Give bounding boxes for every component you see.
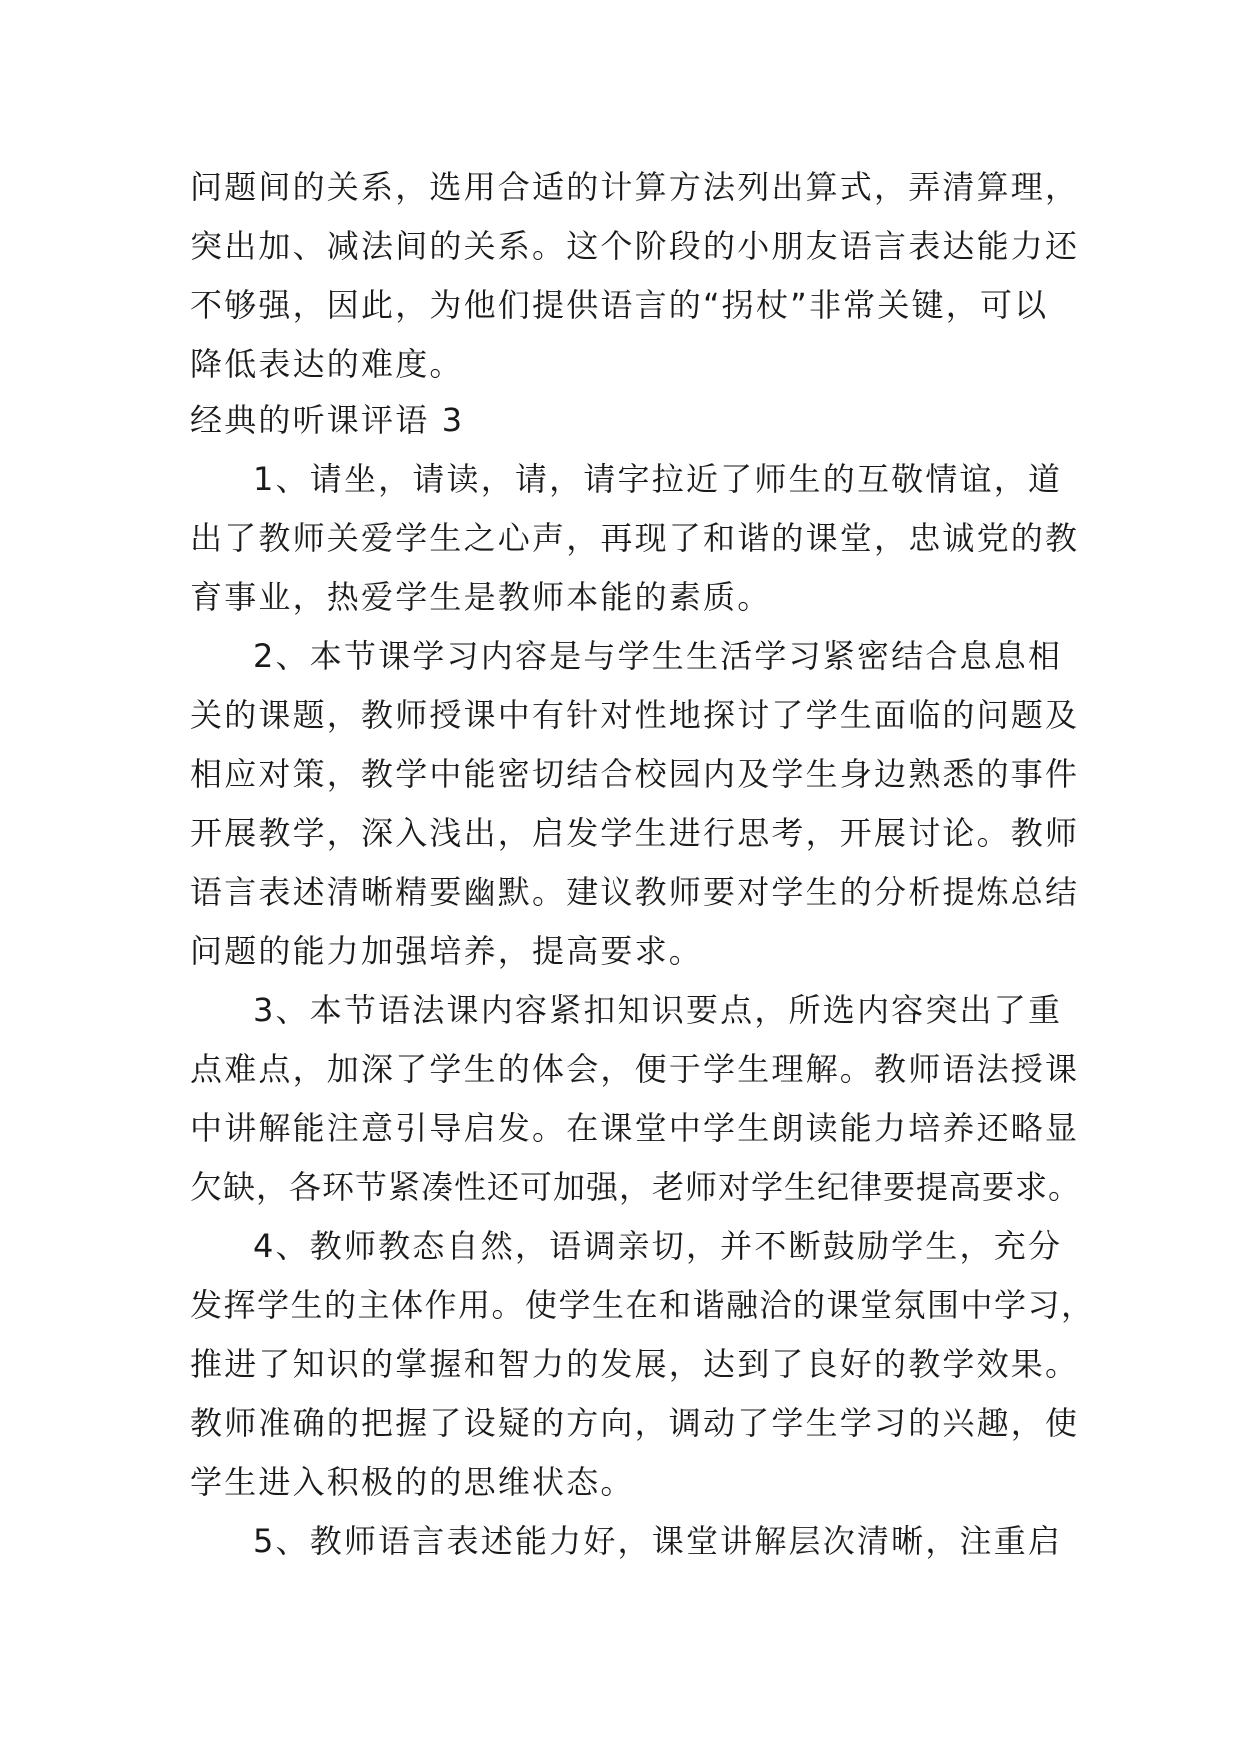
paragraph-line: 问题的能力加强培养，提高要求。: [190, 932, 704, 970]
paragraph-line: 开展教学，深入浅出，启发学生进行思考，开展讨论。教师: [190, 814, 1080, 852]
paragraph-line: 学生进入积极的的思维状态。: [190, 1463, 635, 1501]
paragraph-line: 育事业，热爱学生是教师本能的素质。: [190, 578, 772, 616]
paragraph-line: 2、本节课学习内容是与学生生活学习紧密结合息息相: [253, 637, 1063, 675]
paragraph-line: 不够强，因此，为他们提供语言的“拐杖”非常关键，可以: [190, 286, 1049, 324]
paragraph-line: 点难点，加深了学生的体会，便于学生理解。教师语法授课: [190, 1050, 1080, 1088]
paragraph-line: 推进了知识的掌握和智力的发展，达到了良好的教学效果。: [190, 1345, 1080, 1383]
section-heading: 经典的听课评语 3: [190, 401, 465, 439]
paragraph-line: 欠缺，各环节紧凑性还可加强，老师对学生纪律要提高要求。: [190, 1168, 1082, 1206]
paragraph-line: 出了教师关爱学生之心声，再现了和谐的课堂，忠诚党的教: [190, 519, 1080, 557]
paragraph-line: 教师准确的把握了设疑的方向，调动了学生学习的兴趣，使: [190, 1404, 1080, 1442]
paragraph-line: 问题间的关系，选用合适的计算方法列出算式，弄清算理，: [190, 168, 1080, 206]
paragraph-line: 突出加、减法间的关系。这个阶段的小朋友语言表达能力还: [190, 227, 1080, 265]
paragraph-line: 3、本节语法课内容紧扣知识要点，所选内容突出了重: [253, 991, 1063, 1029]
paragraph-line: 5、教师语言表述能力好，课堂讲解层次清晰，注重启: [253, 1522, 1063, 1560]
paragraph-line: 4、教师教态自然，语调亲切，并不断鼓励学生，充分: [253, 1227, 1063, 1265]
paragraph-line: 发挥学生的主体作用。使学生在和谐融洽的课堂氛围中学习，: [190, 1286, 1095, 1324]
paragraph-line: 语言表述清晰精要幽默。建议教师要对学生的分析提炼总结: [190, 873, 1080, 911]
paragraph-line: 1、请坐，请读，请，请字拉近了师生的互敬情谊，道: [253, 460, 1063, 498]
paragraph-line: 降低表达的难度。: [190, 345, 464, 383]
paragraph-line: 关的课题，教师授课中有针对性地探讨了学生面临的问题及: [190, 696, 1080, 734]
paragraph-line: 中讲解能注意引导启发。在课堂中学生朗读能力培养还略显: [190, 1109, 1080, 1147]
paragraph-line: 相应对策，教学中能密切结合校园内及学生身边熟悉的事件: [190, 755, 1080, 793]
